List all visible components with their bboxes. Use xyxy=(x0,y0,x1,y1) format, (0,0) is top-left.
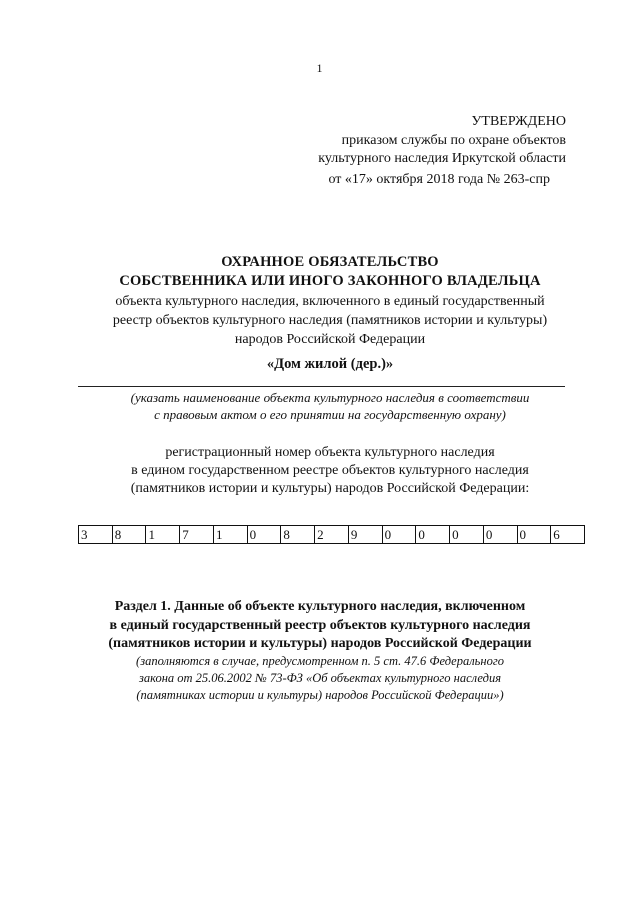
registration-label-line-1: регистрационный номер объекта культурного наследия xyxy=(165,445,495,460)
registration-digit: 0 xyxy=(248,526,282,543)
registration-number-grid xyxy=(78,525,585,544)
registration-digit: 1 xyxy=(146,526,180,543)
section-1-title-line-3: (памятников истории и культуры) народов Российской Федерации xyxy=(108,636,532,651)
object-name-underline xyxy=(78,386,565,387)
registration-label-line-2: в едином государственном реестре объектов культурного наследия xyxy=(131,463,529,478)
approval-title: УТВЕРЖДЕНО xyxy=(471,114,566,129)
object-hint-line-1: (указать наименование объекта культурного наследия в соответствии xyxy=(130,390,530,405)
object-hint-line-2: с правовым актом о его принятии на государственную охрану) xyxy=(154,407,506,422)
approval-line-1: приказом службы по охране объектов xyxy=(341,133,566,148)
registration-digit: 0 xyxy=(518,526,552,543)
registration-digit: 3 xyxy=(79,526,113,543)
object-name: «Дом жилой (дер.)» xyxy=(266,356,394,372)
document-subtitle-line-2: реестр объектов культурного наследия (памятников истории и культуры) xyxy=(112,313,548,328)
approval-line-2: культурного наследия Иркутской области xyxy=(318,151,566,166)
approval-date: от «17» октября 2018 года № 263-спр xyxy=(328,172,550,187)
document-subtitle-line-1: объекта культурного наследия, включенного в единый государственный xyxy=(115,294,545,309)
registration-digit: 7 xyxy=(180,526,214,543)
registration-digit: 8 xyxy=(281,526,315,543)
registration-digit: 0 xyxy=(484,526,518,543)
registration-digit: 0 xyxy=(450,526,484,543)
registration-digit: 9 xyxy=(349,526,383,543)
section-1-title-line-2: в единый государственный реестр объектов культурного наследия xyxy=(109,618,531,633)
section-1-note-line-1: (заполняются в случае, предусмотренном п. 5 ст. 47.6 Федерального xyxy=(136,654,504,668)
document-subtitle-line-3: народов Российской Федерации xyxy=(234,332,426,347)
registration-digit: 1 xyxy=(214,526,248,543)
document-title-line-2: СОБСТВЕННИКА ИЛИ ИНОГО ЗАКОННОГО ВЛАДЕЛЬЦА xyxy=(119,273,541,289)
document-title-line-1: ОХРАННОЕ ОБЯЗАТЕЛЬСТВО xyxy=(221,254,439,270)
registration-label-line-3: (памятников истории и культуры) народов Российской Федерации: xyxy=(130,481,530,496)
registration-digit: 6 xyxy=(551,526,585,543)
registration-digit: 2 xyxy=(315,526,349,543)
registration-digit: 0 xyxy=(416,526,450,543)
registration-digit: 8 xyxy=(113,526,147,543)
registration-digit: 0 xyxy=(383,526,417,543)
section-1-title-line-1: Раздел 1. Данные об объекте культурного наследия, включенном xyxy=(114,599,526,614)
section-1-note-line-2: закона от 25.06.2002 № 73-ФЗ «Об объектах культурного наследия xyxy=(138,671,502,685)
page-number: 1 xyxy=(316,61,323,75)
section-1-note-line-3: (памятниках истории и культуры) народов Российской Федерации») xyxy=(136,688,504,702)
